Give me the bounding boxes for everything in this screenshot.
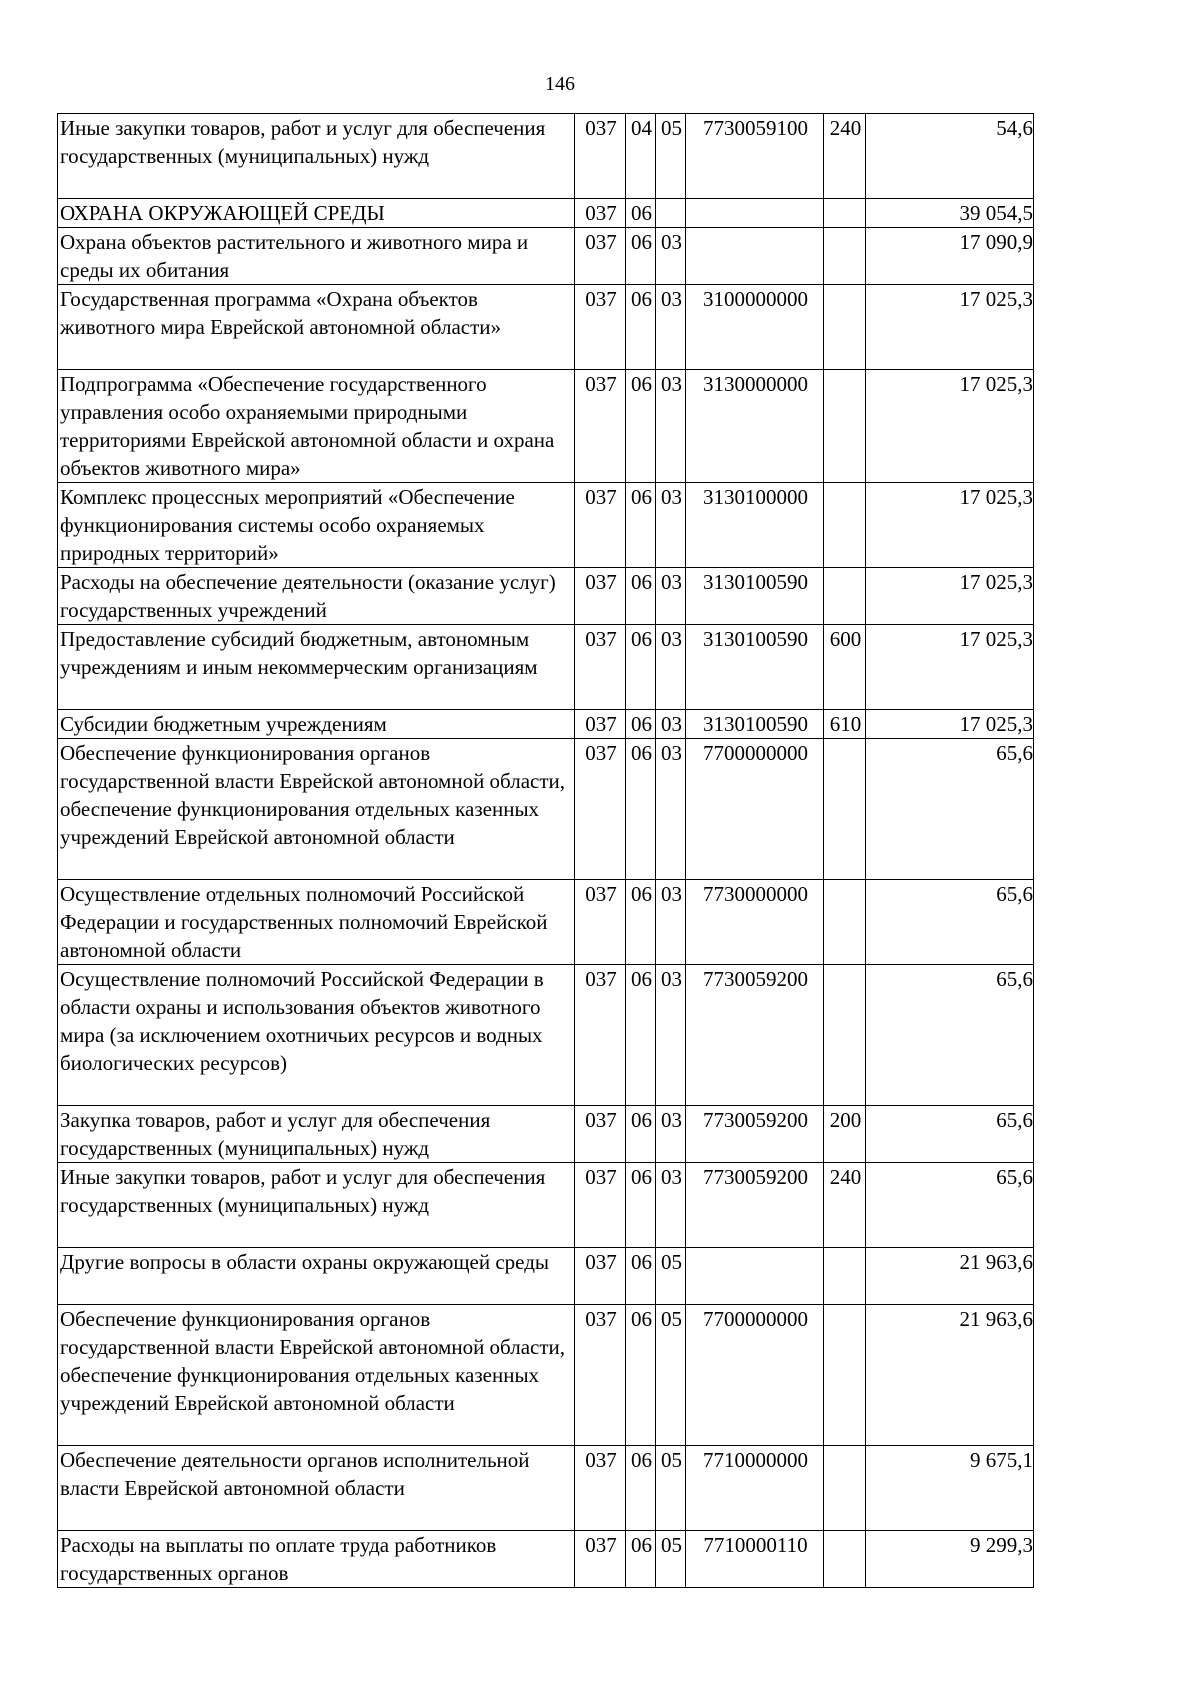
row-ved: 037 — [575, 568, 626, 625]
table-row — [58, 1248, 1034, 1305]
table-row — [58, 228, 1034, 285]
row-name: Закупка товаров, работ и услуг для обеспечения государственных (муниципальных) нужд — [58, 1106, 575, 1163]
row-rz: 06 — [626, 625, 656, 710]
table-row — [58, 483, 1034, 568]
row-ved: 037 — [575, 710, 626, 739]
row-ved: 037 — [575, 1106, 626, 1163]
row-name: Расходы на выплаты по оплате труда работников государственных органов — [58, 1531, 575, 1588]
row-name: Другие вопросы в области охраны окружающей среды — [58, 1248, 575, 1305]
row-name: Обеспечение функционирования органов государственной власти Еврейской автономной области, обеспечение функционирования отдельных казенных учреждений Еврейской автономной области — [58, 1305, 575, 1446]
row-vr — [824, 285, 866, 370]
row-sum: 9 299,3 — [866, 1531, 1034, 1588]
row-sum: 9 675,1 — [866, 1446, 1034, 1531]
row-vr — [824, 199, 866, 228]
budget-table — [57, 113, 1034, 1588]
row-csr: 7710000110 — [686, 1531, 824, 1588]
row-pr: 03 — [656, 965, 686, 1106]
table-row — [58, 1163, 1034, 1248]
row-rz: 04 — [626, 114, 656, 199]
row-vr — [824, 228, 866, 285]
row-name: Комплекс процессных мероприятий «Обеспечение функционирования системы особо охраняемых природных территорий» — [58, 483, 575, 568]
row-csr — [686, 199, 824, 228]
row-rz: 06 — [626, 228, 656, 285]
row-ved: 037 — [575, 625, 626, 710]
row-pr: 05 — [656, 1446, 686, 1531]
row-csr: 3100000000 — [686, 285, 824, 370]
row-name: Субсидии бюджетным учреждениям — [58, 710, 575, 739]
row-sum: 17 025,3 — [866, 370, 1034, 483]
row-pr: 03 — [656, 228, 686, 285]
row-name: Государственная программа «Охрана объектов животного мира Еврейской автономной области» — [58, 285, 575, 370]
row-name: Охрана объектов растительного и животного мира и среды их обитания — [58, 228, 575, 285]
row-sum: 17 025,3 — [866, 568, 1034, 625]
row-name: Обеспечение функционирования органов государственной власти Еврейской автономной области, обеспечение функционирования отдельных казенных учреждений Еврейской автономной области — [58, 739, 575, 880]
row-rz: 06 — [626, 710, 656, 739]
row-ved: 037 — [575, 114, 626, 199]
row-pr: 05 — [656, 1305, 686, 1446]
table-row — [58, 739, 1034, 880]
row-vr — [824, 483, 866, 568]
row-vr — [824, 880, 866, 965]
row-pr: 03 — [656, 710, 686, 739]
row-pr: 03 — [656, 568, 686, 625]
row-ved: 037 — [575, 483, 626, 568]
row-rz: 06 — [626, 1305, 656, 1446]
row-pr: 03 — [656, 1106, 686, 1163]
row-rz: 06 — [626, 739, 656, 880]
row-vr — [824, 568, 866, 625]
table-row — [58, 625, 1034, 710]
row-csr: 3130100000 — [686, 483, 824, 568]
row-vr: 240 — [824, 114, 866, 199]
row-sum: 65,6 — [866, 739, 1034, 880]
row-pr: 05 — [656, 1248, 686, 1305]
row-pr: 05 — [656, 1531, 686, 1588]
row-ved: 037 — [575, 285, 626, 370]
table-row — [58, 965, 1034, 1106]
row-vr: 610 — [824, 710, 866, 739]
row-ved: 037 — [575, 1248, 626, 1305]
row-ved: 037 — [575, 199, 626, 228]
row-vr: 200 — [824, 1106, 866, 1163]
row-sum: 21 963,6 — [866, 1305, 1034, 1446]
row-name: Подпрограмма «Обеспечение государственного управления особо охраняемыми природными территориями Еврейской автономной области и охрана объектов животного мира» — [58, 370, 575, 483]
row-vr — [824, 965, 866, 1106]
row-csr: 7730059100 — [686, 114, 824, 199]
row-name: Расходы на обеспечение деятельности (оказание услуг) государственных учреждений — [58, 568, 575, 625]
row-pr: 03 — [656, 285, 686, 370]
row-vr — [824, 370, 866, 483]
row-rz: 06 — [626, 965, 656, 1106]
row-rz: 06 — [626, 483, 656, 568]
row-sum: 17 025,3 — [866, 625, 1034, 710]
table-row — [58, 370, 1034, 483]
table-row — [58, 1446, 1034, 1531]
row-ved: 037 — [575, 228, 626, 285]
row-rz: 06 — [626, 1163, 656, 1248]
row-pr: 03 — [656, 880, 686, 965]
row-csr: 7700000000 — [686, 739, 824, 880]
row-csr — [686, 1248, 824, 1305]
row-rz: 06 — [626, 1248, 656, 1305]
table-row — [58, 285, 1034, 370]
row-rz: 06 — [626, 199, 656, 228]
row-ved: 037 — [575, 965, 626, 1106]
row-pr — [656, 199, 686, 228]
row-sum: 17 025,3 — [866, 710, 1034, 739]
table-row — [58, 710, 1034, 739]
table-row — [58, 1305, 1034, 1446]
row-name: ОХРАНА ОКРУЖАЮЩЕЙ СРЕДЫ — [58, 199, 575, 228]
row-pr: 03 — [656, 370, 686, 483]
row-pr: 05 — [656, 114, 686, 199]
row-ved: 037 — [575, 1531, 626, 1588]
row-ved: 037 — [575, 1305, 626, 1446]
row-name: Иные закупки товаров, работ и услуг для обеспечения государственных (муниципальных) нужд — [58, 1163, 575, 1248]
row-vr — [824, 739, 866, 880]
row-rz: 06 — [626, 1531, 656, 1588]
row-csr — [686, 228, 824, 285]
row-sum: 39 054,5 — [866, 199, 1034, 228]
row-csr: 3130000000 — [686, 370, 824, 483]
row-csr: 7700000000 — [686, 1305, 824, 1446]
row-csr: 3130100590 — [686, 710, 824, 739]
table-row — [58, 1106, 1034, 1163]
row-ved: 037 — [575, 1446, 626, 1531]
row-sum: 17 025,3 — [866, 483, 1034, 568]
row-ved: 037 — [575, 880, 626, 965]
row-sum: 17 025,3 — [866, 285, 1034, 370]
row-pr: 03 — [656, 625, 686, 710]
table-row — [58, 114, 1034, 199]
row-csr: 7730000000 — [686, 880, 824, 965]
row-rz: 06 — [626, 1106, 656, 1163]
table-row — [58, 568, 1034, 625]
row-csr: 3130100590 — [686, 625, 824, 710]
row-name: Осуществление полномочий Российской Федерации в области охраны и использования объектов животного мира (за исключением охотничьих ресурсов и водных биологических ресурсов) — [58, 965, 575, 1106]
row-csr: 3130100590 — [686, 568, 824, 625]
row-sum: 65,6 — [866, 1163, 1034, 1248]
row-name: Предоставление субсидий бюджетным, автономным учреждениям и иным некоммерческим организациям — [58, 625, 575, 710]
row-vr: 240 — [824, 1163, 866, 1248]
row-vr — [824, 1305, 866, 1446]
row-pr: 03 — [656, 483, 686, 568]
row-rz: 06 — [626, 370, 656, 483]
page-number: 146 — [545, 73, 575, 95]
row-name: Обеспечение деятельности органов исполнительной власти Еврейской автономной области — [58, 1446, 575, 1531]
table-row — [58, 880, 1034, 965]
row-sum: 65,6 — [866, 965, 1034, 1106]
row-ved: 037 — [575, 1163, 626, 1248]
table-row — [58, 1531, 1034, 1588]
row-csr: 7730059200 — [686, 1106, 824, 1163]
row-vr — [824, 1446, 866, 1531]
row-pr: 03 — [656, 739, 686, 880]
row-rz: 06 — [626, 285, 656, 370]
row-name: Иные закупки товаров, работ и услуг для обеспечения государственных (муниципальных) нужд — [58, 114, 575, 199]
budget-table-body — [58, 114, 1034, 1588]
row-sum: 65,6 — [866, 880, 1034, 965]
row-vr: 600 — [824, 625, 866, 710]
row-name: Осуществление отдельных полномочий Российской Федерации и государственных полномочий Еврейской автономной области — [58, 880, 575, 965]
row-ved: 037 — [575, 739, 626, 880]
row-sum: 65,6 — [866, 1106, 1034, 1163]
row-csr: 7710000000 — [686, 1446, 824, 1531]
row-ved: 037 — [575, 370, 626, 483]
row-rz: 06 — [626, 568, 656, 625]
row-rz: 06 — [626, 1446, 656, 1531]
row-pr: 03 — [656, 1163, 686, 1248]
table-row — [58, 199, 1034, 228]
row-vr — [824, 1248, 866, 1305]
row-sum: 54,6 — [866, 114, 1034, 199]
row-sum: 21 963,6 — [866, 1248, 1034, 1305]
row-sum: 17 090,9 — [866, 228, 1034, 285]
row-csr: 7730059200 — [686, 965, 824, 1106]
row-vr — [824, 1531, 866, 1588]
row-csr: 7730059200 — [686, 1163, 824, 1248]
row-rz: 06 — [626, 880, 656, 965]
